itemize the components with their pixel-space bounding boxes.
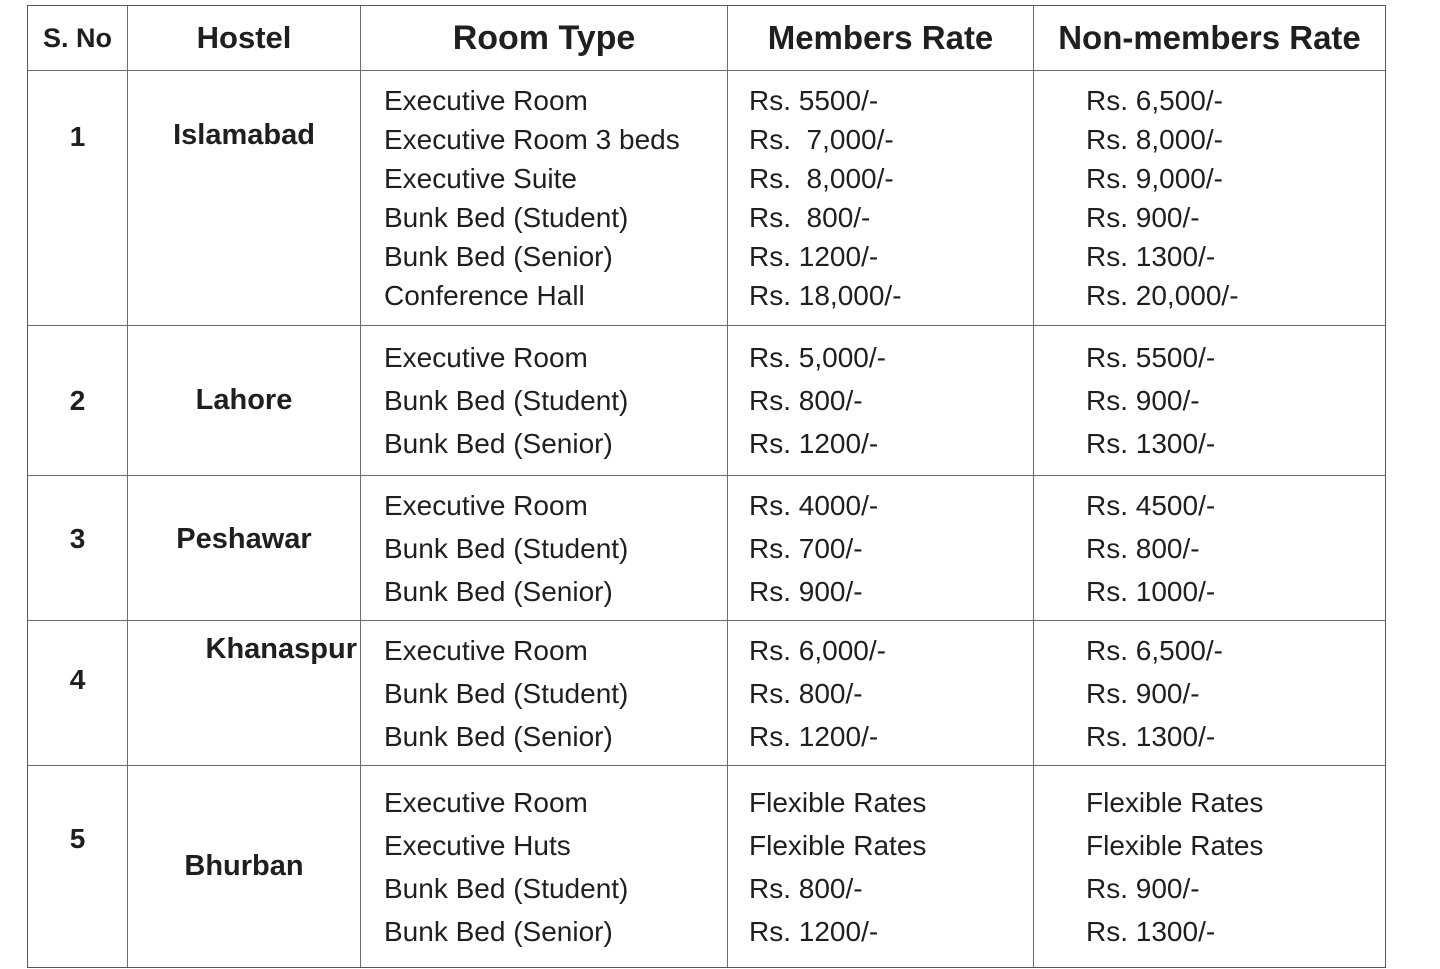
non-members-rate-item: Rs. 1300/-	[1086, 428, 1216, 459]
members-rate-item: Rs. 5,000/-	[749, 342, 886, 373]
row3-sno: 3	[28, 476, 128, 621]
row5-sno: 5	[28, 766, 128, 967]
row3-non-members-rates	[1034, 476, 1385, 621]
members-rate-item: Rs. 1200/-	[749, 720, 879, 752]
row4-room-types	[361, 621, 728, 766]
members-rate-item: Rs. 700/-	[749, 532, 863, 564]
members-rate-item: Flexible Rates	[749, 829, 927, 861]
room-type-item: Executive Room	[384, 85, 588, 116]
room-type-item: Bunk Bed (Student)	[384, 202, 629, 233]
row2-room-types	[361, 326, 728, 476]
room-type-item: Executive Huts	[384, 829, 571, 861]
non-members-rate-item: Rs. 900/-	[1086, 677, 1200, 709]
room-type-item: Bunk Bed (Senior)	[384, 915, 613, 947]
row5-members-rates	[728, 766, 1034, 967]
members-rate-item: Rs. 1200/-	[749, 915, 879, 947]
room-type-item: Executive Room	[384, 634, 588, 666]
row1-members-rates	[728, 71, 1034, 326]
non-members-rate-item: Rs. 900/-	[1086, 872, 1200, 904]
non-members-rate-item: Rs. 4500/-	[1086, 489, 1216, 521]
members-rate-item: Rs. 4000/-	[749, 489, 879, 521]
room-type-item: Conference Hall	[384, 280, 585, 311]
row2-non-members-rates	[1034, 326, 1385, 476]
members-rate-item: Rs. 5500/-	[749, 85, 879, 116]
row1-non-members-rates	[1034, 71, 1385, 326]
row1-room-types	[361, 71, 728, 326]
members-rate-item: Rs. 18,000/-	[749, 280, 902, 311]
room-type-item: Executive Room 3 beds	[384, 124, 680, 155]
header-cell-hostel: Hostel	[128, 6, 361, 71]
members-rate-item: Rs. 900/-	[749, 575, 863, 607]
row5-hostel: Bhurban	[128, 766, 361, 967]
room-type-item: Executive Room	[384, 489, 588, 521]
room-type-item: Executive Room	[384, 342, 588, 373]
row4-sno: 4	[28, 621, 128, 766]
members-rate-item: Rs. 800/-	[749, 677, 863, 709]
non-members-rate-item: Flexible Rates	[1086, 829, 1264, 861]
members-rate-item: Rs. 800/-	[749, 872, 863, 904]
room-type-item: Bunk Bed (Senior)	[384, 428, 613, 459]
row4-members-rates	[728, 621, 1034, 766]
non-members-rate-item: Rs. 800/-	[1086, 532, 1200, 564]
room-type-item: Bunk Bed (Senior)	[384, 575, 613, 607]
row1-sno: 1	[28, 71, 128, 326]
members-rate-item: Rs. 6,000/-	[749, 634, 886, 666]
non-members-rate-item: Rs. 1300/-	[1086, 241, 1216, 272]
non-members-rate-item: Rs. 1300/-	[1086, 915, 1216, 947]
row3-room-types	[361, 476, 728, 621]
members-rate-item: Rs. 8,000/-	[749, 163, 894, 194]
non-members-rate-item: Rs. 8,000/-	[1086, 124, 1223, 155]
non-members-rate-item: Rs. 900/-	[1086, 385, 1200, 416]
members-rate-item: Rs. 800/-	[749, 202, 871, 233]
row3-hostel: Peshawar	[128, 476, 361, 621]
non-members-rate-item: Rs. 6,500/-	[1086, 85, 1223, 116]
members-rate-item: Rs. 1200/-	[749, 241, 879, 272]
row1-hostel: Islamabad	[128, 71, 361, 326]
members-rate-item: Flexible Rates	[749, 786, 927, 818]
non-members-rate-item: Rs. 20,000/-	[1086, 280, 1239, 311]
room-type-item: Bunk Bed (Student)	[384, 385, 629, 416]
room-type-item: Bunk Bed (Senior)	[384, 720, 613, 752]
header-cell-sno: S. No	[28, 6, 128, 71]
row5-room-types	[361, 766, 728, 967]
room-type-item: Bunk Bed (Senior)	[384, 241, 613, 272]
non-members-rate-item: Rs. 1000/-	[1086, 575, 1216, 607]
room-type-item: Bunk Bed (Student)	[384, 532, 629, 564]
row3-members-rates	[728, 476, 1034, 621]
room-type-item: Bunk Bed (Student)	[384, 677, 629, 709]
row2-sno: 2	[28, 326, 128, 476]
members-rate-item: Rs. 1200/-	[749, 428, 879, 459]
header-cell-members-rate: Members Rate	[728, 6, 1034, 71]
row5-non-members-rates	[1034, 766, 1385, 967]
room-type-item: Bunk Bed (Student)	[384, 872, 629, 904]
non-members-rate-item: Rs. 6,500/-	[1086, 634, 1223, 666]
hostel-rates-table	[27, 5, 1386, 968]
row2-hostel: Lahore	[128, 326, 361, 476]
header-cell-non-members-rate: Non-members Rate	[1034, 6, 1385, 71]
header-cell-room-type: Room Type	[361, 6, 728, 71]
non-members-rate-item: Rs. 1300/-	[1086, 720, 1216, 752]
row2-members-rates	[728, 326, 1034, 476]
members-rate-item: Rs. 7,000/-	[749, 124, 894, 155]
members-rate-item: Rs. 800/-	[749, 385, 863, 416]
non-members-rate-item: Flexible Rates	[1086, 786, 1264, 818]
room-type-item: Executive Suite	[384, 163, 577, 194]
non-members-rate-item: Rs. 9,000/-	[1086, 163, 1223, 194]
non-members-rate-item: Rs. 5500/-	[1086, 342, 1216, 373]
row4-hostel: Khanaspur	[128, 621, 361, 766]
row4-non-members-rates	[1034, 621, 1385, 766]
non-members-rate-item: Rs. 900/-	[1086, 202, 1200, 233]
room-type-item: Executive Room	[384, 786, 588, 818]
